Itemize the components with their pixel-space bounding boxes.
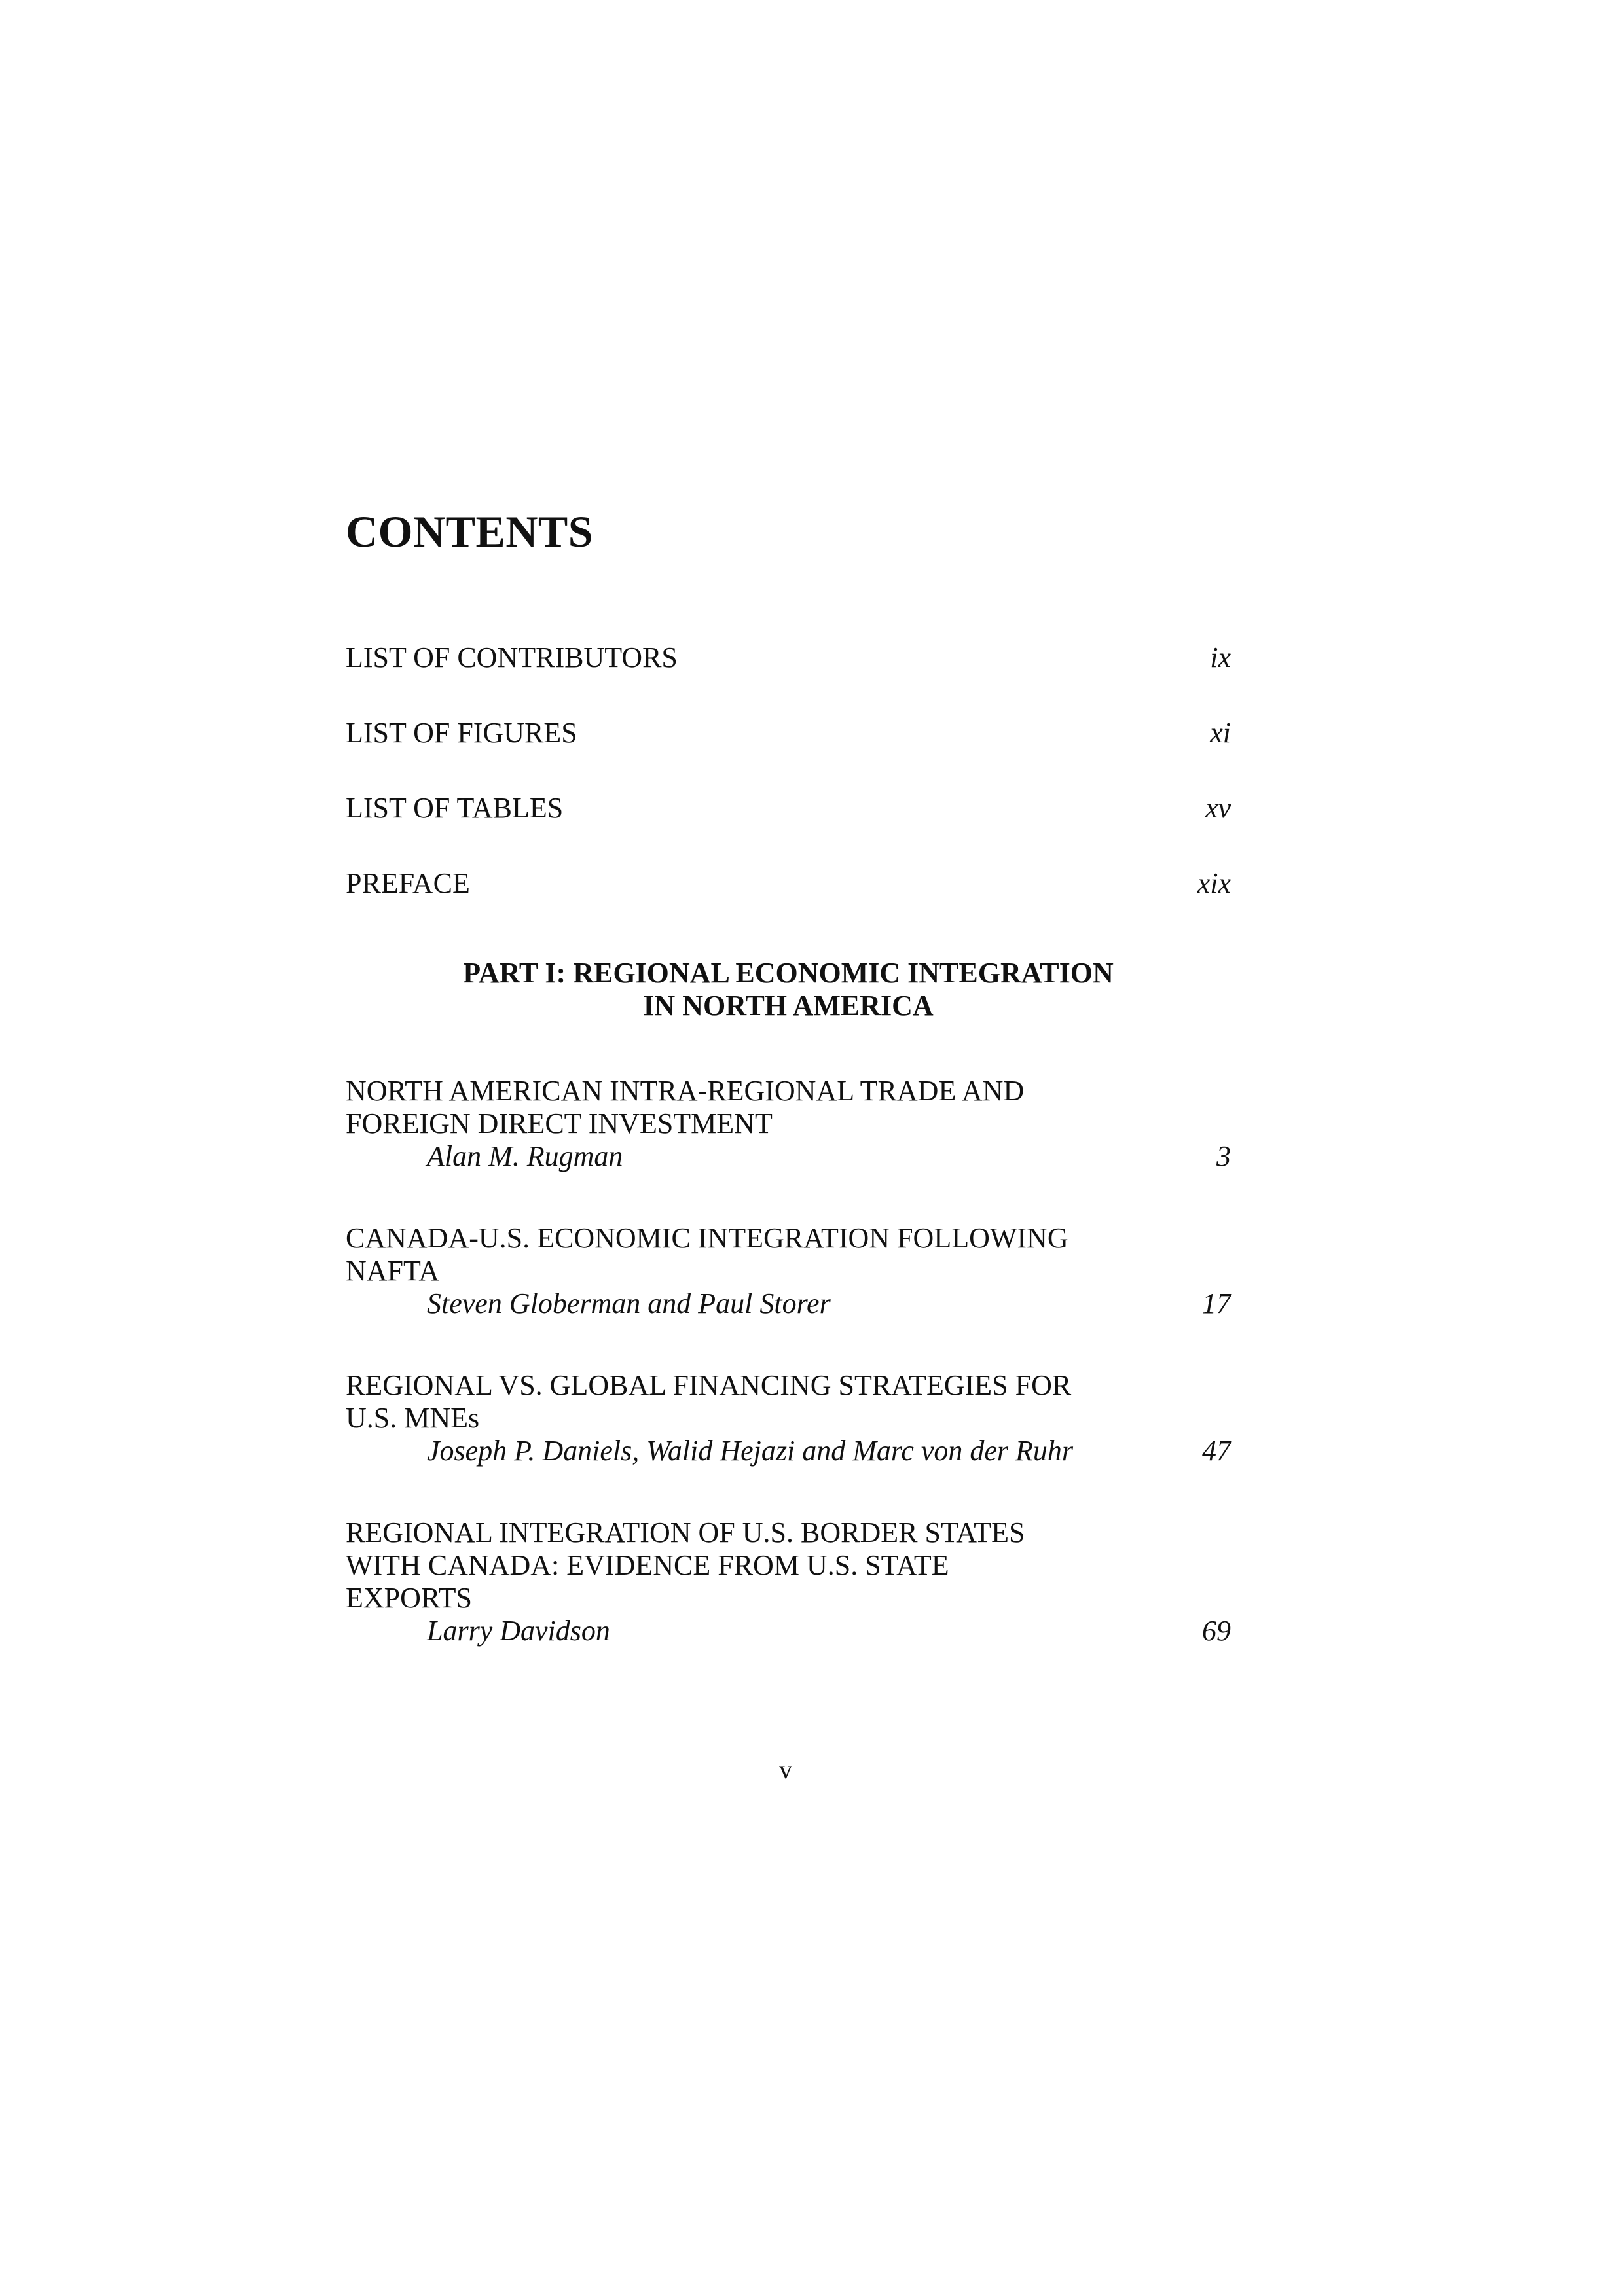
toc-entry-label: LIST OF FIGURES [346, 717, 577, 749]
chapter-page: 3 [1216, 1140, 1231, 1172]
chapter-entry[interactable] [346, 1222, 1231, 1320]
chapter-page: 69 [1202, 1615, 1231, 1647]
chapter-author: Steven Globerman and Paul Storer [427, 1287, 831, 1319]
part-heading-line: PART I: REGIONAL ECONOMIC INTEGRATION [463, 957, 1114, 989]
chapter-author: Alan M. Rugman [427, 1140, 623, 1172]
chapter-title-line: NAFTA [346, 1255, 440, 1287]
chapter-title-line: REGIONAL VS. GLOBAL FINANCING STRATEGIES FOR [346, 1369, 1072, 1401]
toc-entry-label: LIST OF CONTRIBUTORS [346, 641, 678, 673]
chapter-entry[interactable] [346, 1075, 1231, 1173]
toc-entry-page: xv [1205, 792, 1231, 824]
chapter-page: 17 [1202, 1287, 1231, 1319]
part-heading [346, 957, 1231, 1022]
page-title: CONTENTS [346, 507, 594, 556]
chapter-entry[interactable] [346, 1516, 1231, 1647]
chapter-title-line: U.S. MNEs [346, 1402, 480, 1434]
page-number: v [779, 1755, 792, 1784]
part-heading-line: IN NORTH AMERICA [643, 990, 934, 1022]
chapter-author: Larry Davidson [427, 1615, 610, 1647]
chapter-title-line: NORTH AMERICAN INTRA-REGIONAL TRADE AND [346, 1075, 1025, 1107]
chapter-title-line: WITH CANADA: EVIDENCE FROM U.S. STATE [346, 1549, 949, 1581]
chapter-page: 47 [1202, 1435, 1231, 1467]
toc-entry-page: xix [1197, 867, 1231, 899]
chapter-author: Joseph P. Daniels, Walid Hejazi and Marc von der Ruhr [427, 1435, 1074, 1467]
chapter-entry[interactable] [346, 1369, 1231, 1467]
chapter-title-line: FOREIGN DIRECT INVESTMENT [346, 1107, 773, 1139]
chapter-title-line: EXPORTS [346, 1582, 472, 1614]
toc-entry-label: PREFACE [346, 867, 470, 899]
toc-entry-label: LIST OF TABLES [346, 792, 564, 824]
chapter-title-line: CANADA-U.S. ECONOMIC INTEGRATION FOLLOWING [346, 1222, 1068, 1254]
toc-entry-page: ix [1210, 641, 1231, 673]
toc-entry-page: xi [1210, 717, 1231, 749]
chapter-title-line: REGIONAL INTEGRATION OF U.S. BORDER STATES [346, 1516, 1025, 1549]
